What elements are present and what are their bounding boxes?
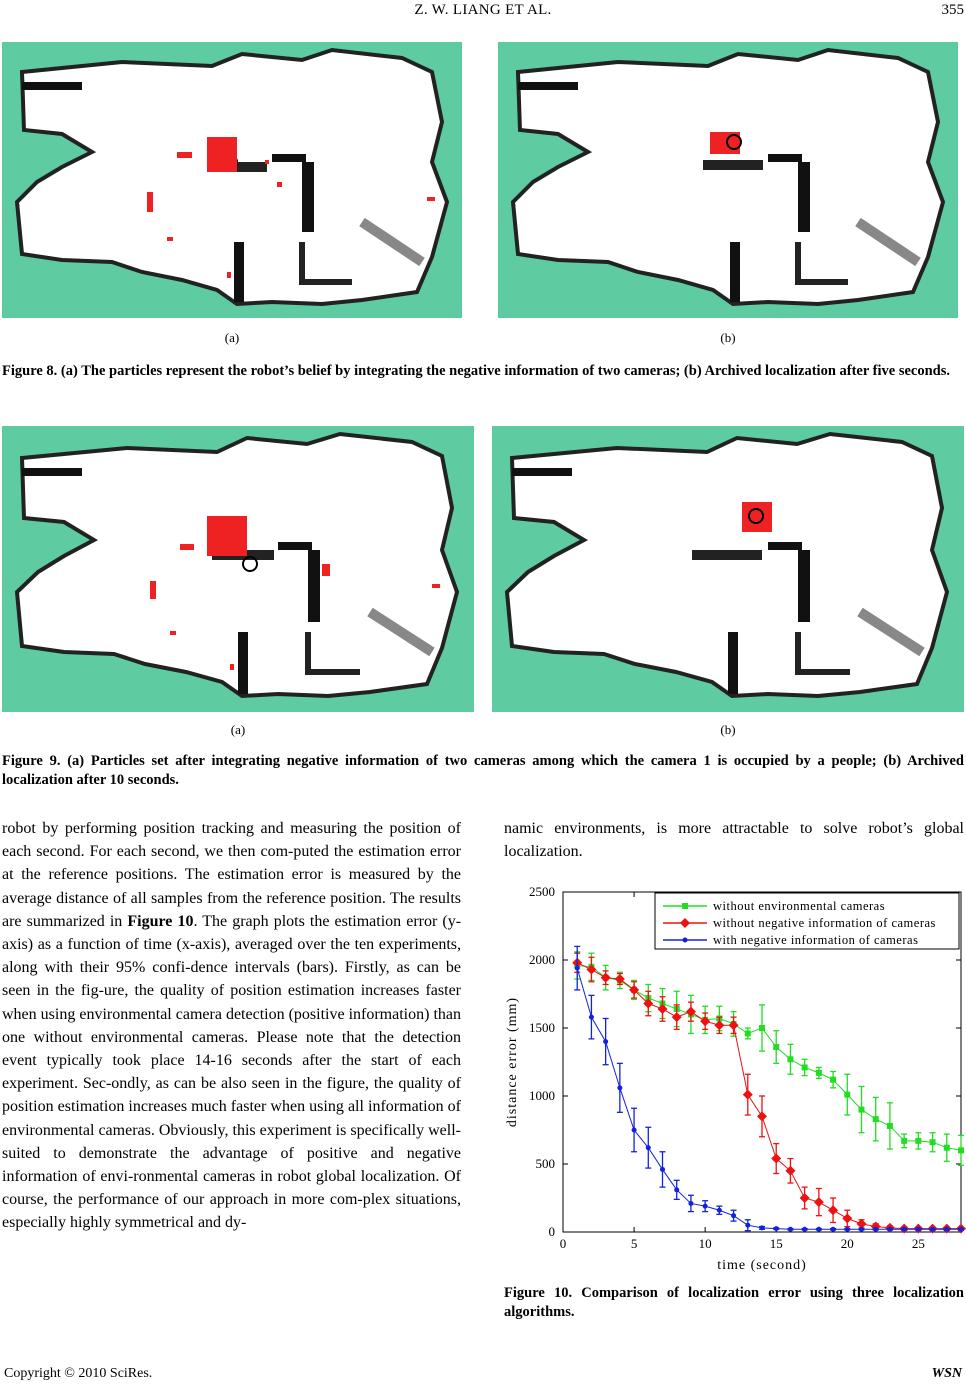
series-point	[859, 1107, 865, 1113]
figure9-map-a	[2, 426, 474, 712]
series-point	[873, 1227, 878, 1232]
x-tick-label: 15	[769, 1236, 783, 1251]
figure10-chart-svg	[500, 880, 966, 1280]
running-title: Z. W. LIANG ET AL.	[414, 2, 552, 18]
body-right-column: namic environments, is more attractable to solve robot’s global localization.	[504, 820, 964, 861]
series-point	[816, 1227, 821, 1232]
series-point	[902, 1227, 907, 1232]
figure10-chart	[500, 880, 966, 1280]
series-point	[844, 1092, 850, 1098]
series-point	[944, 1145, 950, 1151]
series-point	[682, 903, 688, 909]
series-point	[688, 1201, 693, 1206]
legend-label: without environmental cameras	[713, 899, 886, 913]
series-point	[717, 1208, 722, 1213]
figure9-map-b	[492, 426, 964, 712]
series-point	[703, 1204, 708, 1209]
footer-copyright: Copyright © 2010 SciRes.	[4, 1366, 153, 1381]
series-point	[759, 1025, 765, 1031]
x-axis-label: time (second)	[717, 1258, 807, 1273]
series-point	[887, 1123, 893, 1129]
footer-journal: WSN	[931, 1366, 962, 1381]
page-number: 355	[941, 2, 964, 18]
x-tick-label: 10	[698, 1236, 712, 1251]
series-point	[959, 1227, 964, 1232]
x-tick-label: 25	[911, 1236, 925, 1251]
series-point	[845, 1227, 850, 1232]
figure8-map-b	[498, 42, 958, 318]
series-point	[603, 1039, 608, 1044]
figure9-sublabel-a: (a)	[230, 722, 246, 737]
y-tick-label: 1000	[529, 1088, 555, 1103]
figure9-caption: Figure 9. (a) Particles set after integrating negative information of two cameras among which the camera 1 is occupied by a people; (b) Archived localization after 10 seconds.	[2, 753, 964, 788]
series-point	[859, 1227, 864, 1232]
figure10-caption: Figure 10. Comparison of localization error using three localization algorithms.	[504, 1285, 964, 1320]
series-point	[915, 1138, 921, 1144]
body-left-text-post: . The graph plots the estimation error (y-axis) as a function of time (x-axis), averaged over the ten experiments, along with their 95% confi-dence intervals (bars). Firstly, as can be seen in the fig-ure, the quality of position estimation increases faster when using environmental camera detection (positive information) than one without environmental cameras. Please note that the detection event typically took place 14-16 seconds after the start of each experiment. Sec-ondly, as can be also seen in the figure, the quality of position estimation increases much faster when using all information of environmental cameras. Obviously, this experiment is specifically well-suited to demonstrate the advantage of positive and negative information of envi-ronmental cameras in robot global localization. Of course, the performance of our approach in more com-plex situations, especially highly symmetrical and dy-	[2, 912, 462, 1232]
series-point	[901, 1138, 907, 1144]
body-left-column	[2, 817, 461, 1235]
series-point	[816, 1070, 822, 1076]
series-point	[617, 1085, 622, 1090]
series-point	[930, 1139, 936, 1145]
series-point	[660, 1167, 665, 1172]
series-point	[887, 1227, 892, 1232]
series-point	[944, 1227, 949, 1232]
series-point	[830, 1077, 836, 1083]
series-point	[958, 1147, 964, 1153]
series-point	[632, 1128, 637, 1133]
figure8-sublabel-b: (b)	[720, 330, 736, 345]
series-point	[916, 1227, 921, 1232]
series-point	[788, 1227, 793, 1232]
figure8-map-a	[2, 42, 462, 318]
series-point	[674, 1187, 679, 1192]
series-point	[745, 1223, 750, 1228]
legend-label: without negative information of cameras	[713, 916, 936, 930]
running-header	[0, 0, 966, 24]
series-point	[745, 1030, 751, 1036]
x-tick-label: 20	[840, 1236, 854, 1251]
y-tick-label: 0	[548, 1224, 555, 1239]
series-point	[802, 1064, 808, 1070]
body-left-text-pre: robot by performing position tracking and measuring the position of each second. For each second, we then com-puted the estimation error at the reference positions. The estimation error is measured by the average distance of all samples from the reference position. The results are summarized in	[2, 820, 461, 930]
series-point	[731, 1213, 736, 1218]
series-point	[930, 1227, 935, 1232]
figure10-reference: Figure 10	[127, 912, 194, 930]
series-point	[773, 1044, 779, 1050]
series-point	[683, 938, 688, 943]
x-tick-label: 5	[630, 1236, 638, 1251]
y-tick-label: 2000	[529, 952, 555, 967]
series-point	[760, 1225, 765, 1230]
series-point	[831, 1227, 836, 1232]
series-point	[589, 1015, 594, 1020]
figure9-sublabel-b: (b)	[720, 722, 736, 737]
series-point	[575, 966, 580, 971]
y-tick-label: 1500	[529, 1020, 555, 1035]
figure8-caption: Figure 8. (a) The particles represent the robot’s belief by integrating the negative information of two cameras; (b) Archived localization after five seconds.	[2, 363, 950, 379]
series-point	[873, 1116, 879, 1122]
series-point	[802, 1227, 807, 1232]
figure8-sublabel-a: (a)	[224, 330, 240, 345]
series-point	[787, 1056, 793, 1062]
series-point	[774, 1226, 779, 1231]
y-tick-label: 500	[535, 1156, 555, 1171]
y-axis-label: distance error (mm)	[505, 996, 520, 1128]
series-point	[646, 1145, 651, 1150]
legend-label: with negative information of cameras	[713, 933, 919, 947]
x-tick-label: 0	[559, 1236, 567, 1251]
y-tick-label: 2500	[529, 884, 555, 899]
